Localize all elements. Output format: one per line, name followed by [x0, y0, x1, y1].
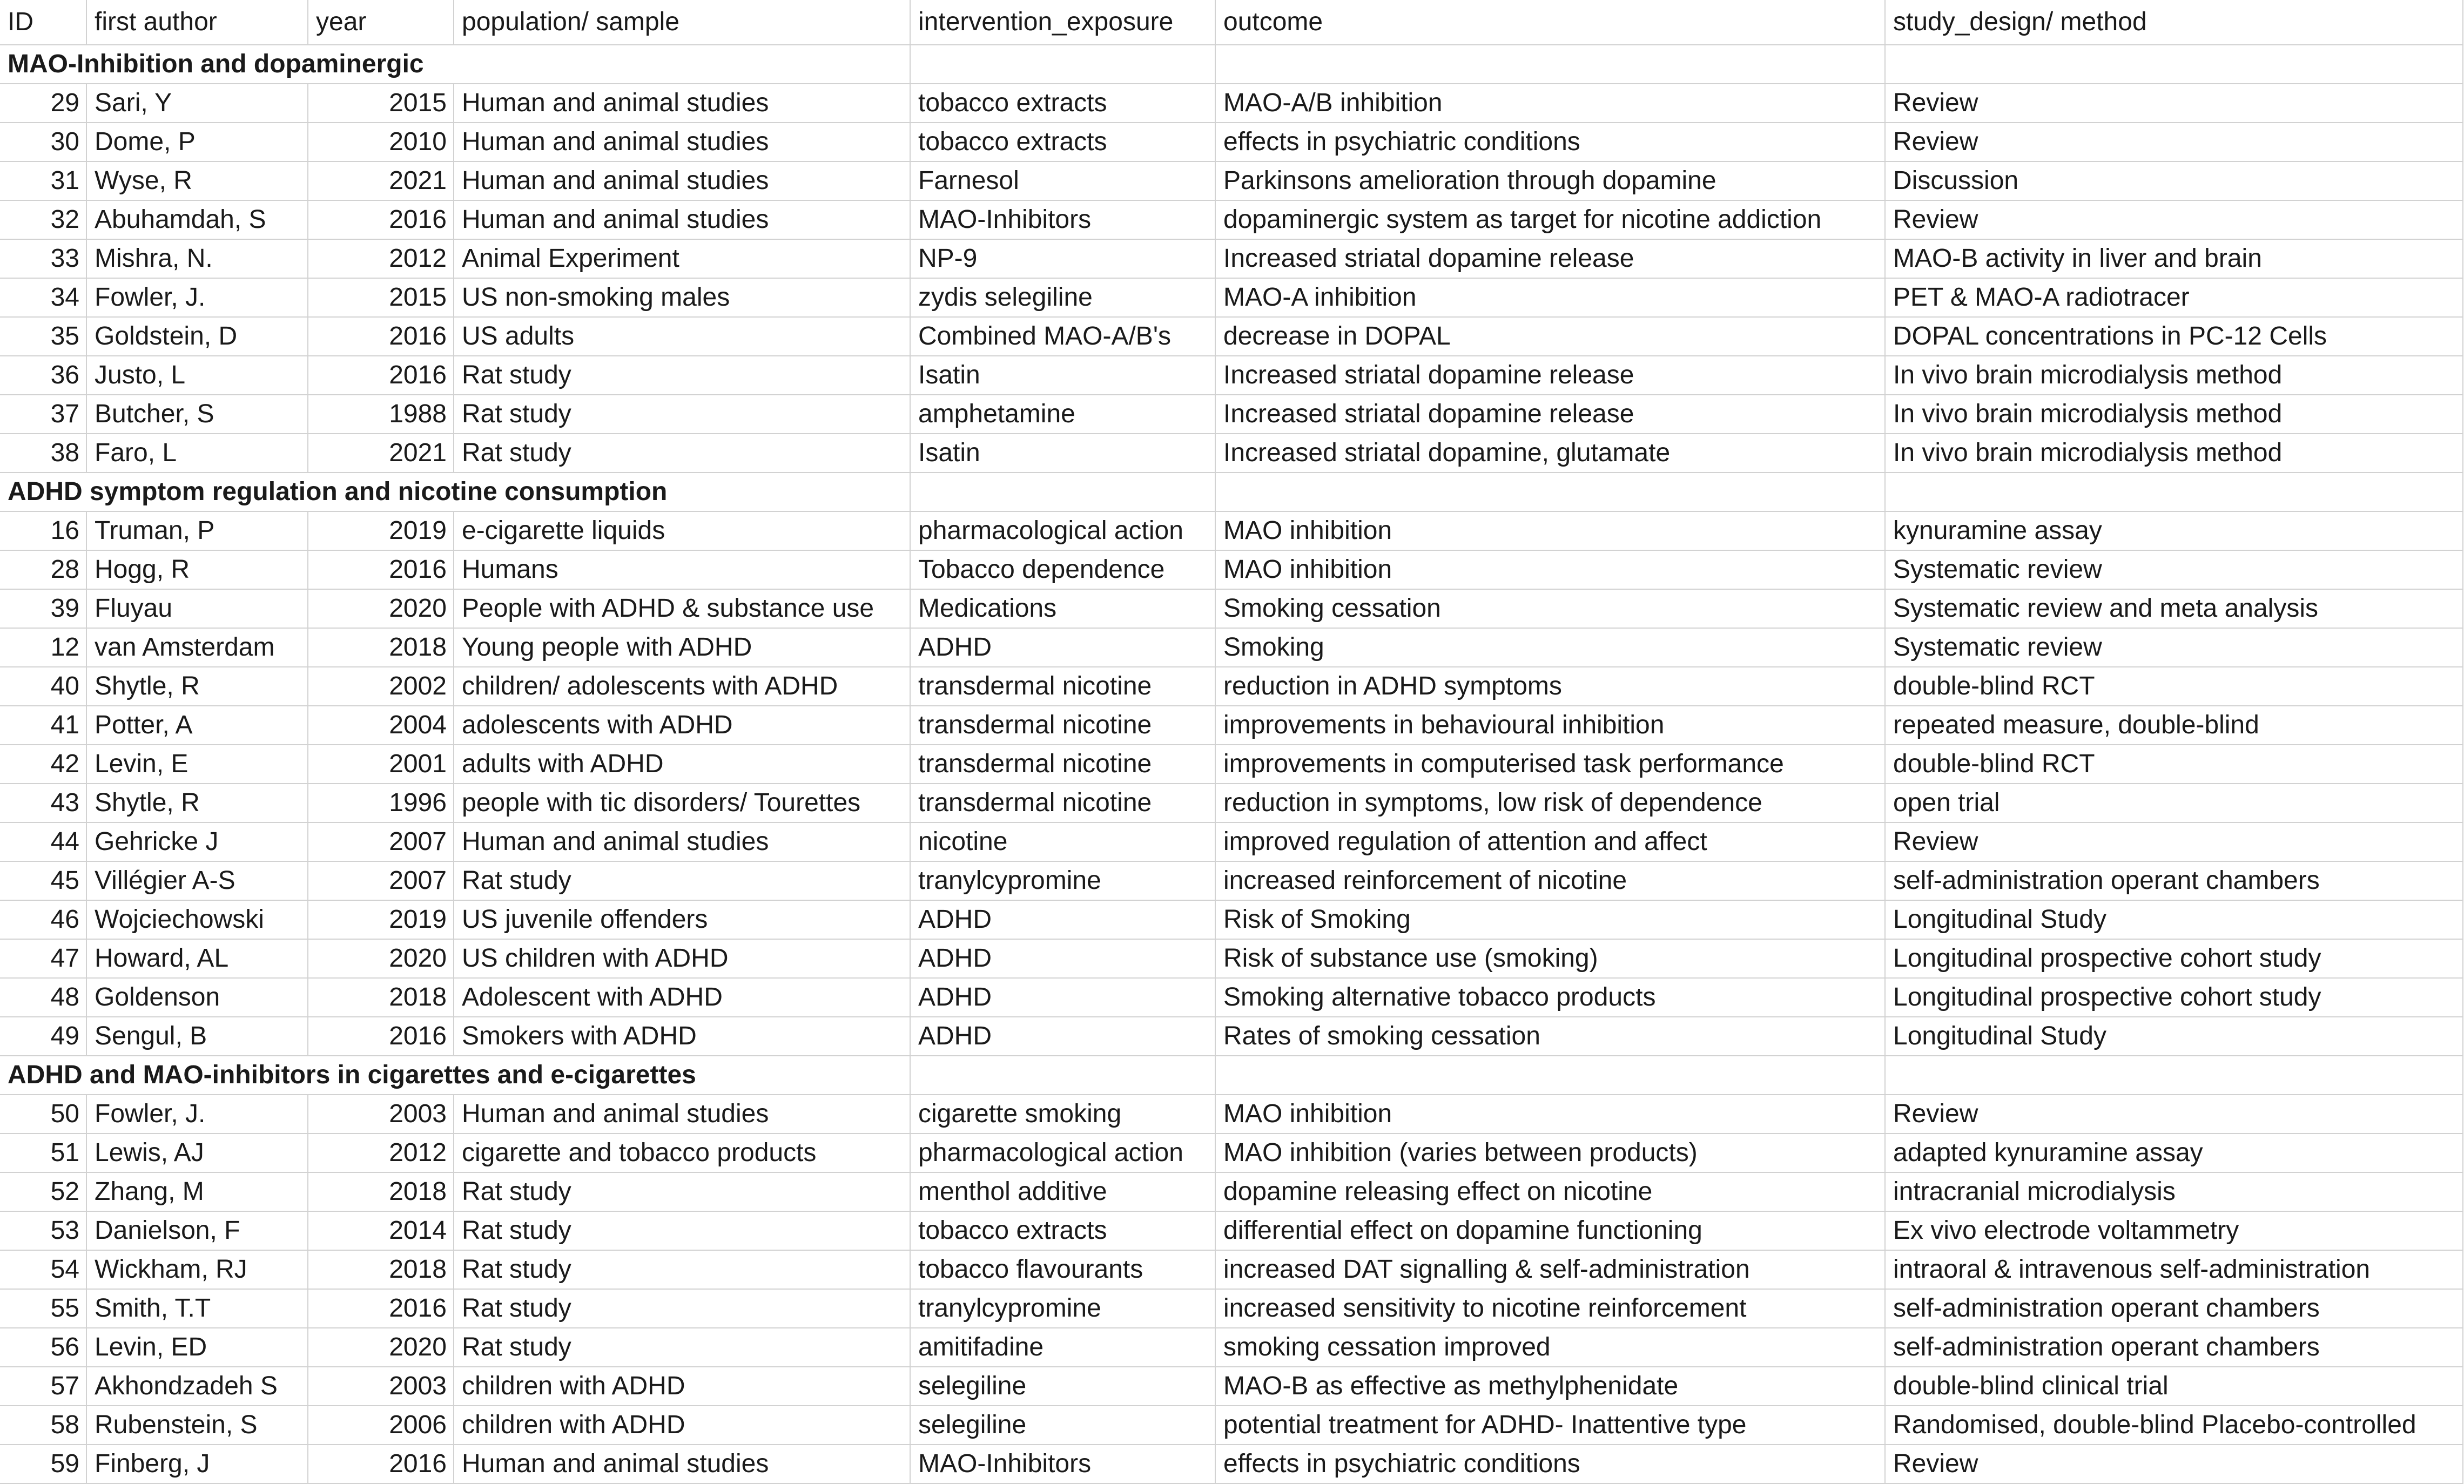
header-id: ID — [0, 0, 86, 45]
cell-intervention: amphetamine — [910, 395, 1215, 434]
cell-id: 31 — [0, 161, 86, 200]
cell-study-design: Review — [1885, 84, 2463, 123]
cell-intervention: tobacco extracts — [910, 84, 1215, 123]
cell-first-author: van Amsterdam — [86, 628, 308, 667]
cell-outcome: improved regulation of attention and affect — [1215, 822, 1885, 861]
empty-cell — [1885, 1056, 2463, 1095]
table-row — [0, 861, 2463, 900]
cell-intervention: ADHD — [910, 628, 1215, 667]
cell-study-design: Systematic review — [1885, 550, 2463, 589]
cell-outcome: increased reinforcement of nicotine — [1215, 861, 1885, 900]
cell-intervention: tranylcypromine — [910, 861, 1215, 900]
cell-intervention: ADHD — [910, 1017, 1215, 1056]
cell-year: 2002 — [308, 667, 454, 706]
cell-intervention: tobacco extracts — [910, 1211, 1215, 1250]
cell-population: Human and animal studies — [454, 1095, 910, 1134]
section-title: MAO-Inhibition and dopaminergic — [0, 45, 910, 84]
cell-study-design: Longitudinal prospective cohort study — [1885, 939, 2463, 978]
cell-intervention: MAO-Inhibitors — [910, 1445, 1215, 1483]
cell-year: 2004 — [308, 706, 454, 745]
header-row — [0, 0, 2463, 45]
cell-id: 49 — [0, 1017, 86, 1056]
cell-first-author: Rubenstein, S — [86, 1406, 308, 1445]
cell-id: 29 — [0, 84, 86, 123]
cell-year: 2012 — [308, 239, 454, 278]
cell-first-author: Fowler, J. — [86, 1095, 308, 1134]
table-row — [0, 1250, 2463, 1289]
table-row — [0, 1095, 2463, 1134]
cell-intervention: ADHD — [910, 978, 1215, 1017]
cell-first-author: Finberg, J — [86, 1445, 308, 1483]
cell-id: 57 — [0, 1367, 86, 1406]
cell-study-design: DOPAL concentrations in PC-12 Cells — [1885, 317, 2463, 356]
cell-outcome: Risk of substance use (smoking) — [1215, 939, 1885, 978]
cell-population: Young people with ADHD — [454, 628, 910, 667]
cell-study-design: In vivo brain microdialysis method — [1885, 356, 2463, 395]
table-row — [0, 978, 2463, 1017]
cell-id: 58 — [0, 1406, 86, 1445]
cell-outcome: Increased striatal dopamine, glutamate — [1215, 434, 1885, 473]
table-row — [0, 784, 2463, 822]
table-row — [0, 900, 2463, 939]
cell-intervention: transdermal nicotine — [910, 745, 1215, 784]
table-row — [0, 1406, 2463, 1445]
header-intervention: intervention_exposure — [910, 0, 1215, 45]
cell-population: Human and animal studies — [454, 822, 910, 861]
cell-population: US non-smoking males — [454, 278, 910, 317]
cell-outcome: Smoking alternative tobacco products — [1215, 978, 1885, 1017]
cell-first-author: Fluyau — [86, 589, 308, 628]
cell-population: US juvenile offenders — [454, 900, 910, 939]
table-row — [0, 356, 2463, 395]
cell-study-design: self-administration operant chambers — [1885, 1289, 2463, 1328]
cell-intervention: Farnesol — [910, 161, 1215, 200]
cell-year: 2003 — [308, 1095, 454, 1134]
cell-first-author: Faro, L — [86, 434, 308, 473]
table-row — [0, 1445, 2463, 1483]
cell-population: Human and animal studies — [454, 123, 910, 161]
table-row — [0, 317, 2463, 356]
header-year: year — [308, 0, 454, 45]
section-header-row — [0, 473, 2463, 511]
cell-intervention: nicotine — [910, 822, 1215, 861]
cell-population: Rat study — [454, 861, 910, 900]
cell-population: Rat study — [454, 1328, 910, 1367]
cell-population: Rat study — [454, 1250, 910, 1289]
cell-id: 48 — [0, 978, 86, 1017]
cell-year: 2020 — [308, 939, 454, 978]
cell-outcome: Smoking — [1215, 628, 1885, 667]
cell-study-design: Review — [1885, 1095, 2463, 1134]
cell-outcome: effects in psychiatric conditions — [1215, 1445, 1885, 1483]
cell-outcome: Risk of Smoking — [1215, 900, 1885, 939]
cell-first-author: Sengul, B — [86, 1017, 308, 1056]
table-row — [0, 123, 2463, 161]
empty-cell — [910, 473, 1215, 511]
cell-outcome: differential effect on dopamine functioning — [1215, 1211, 1885, 1250]
header-study-design: study_design/ method — [1885, 0, 2463, 45]
section-title: ADHD symptom regulation and nicotine consumption — [0, 473, 910, 511]
cell-first-author: Lewis, AJ — [86, 1134, 308, 1172]
cell-study-design: Systematic review — [1885, 628, 2463, 667]
cell-population: children/ adolescents with ADHD — [454, 667, 910, 706]
cell-outcome: Rates of smoking cessation — [1215, 1017, 1885, 1056]
cell-population: children with ADHD — [454, 1406, 910, 1445]
cell-year: 2018 — [308, 628, 454, 667]
cell-study-design: repeated measure, double-blind — [1885, 706, 2463, 745]
cell-outcome: MAO-A/B inhibition — [1215, 84, 1885, 123]
cell-population: Rat study — [454, 1289, 910, 1328]
cell-population: Rat study — [454, 434, 910, 473]
cell-study-design: double-blind clinical trial — [1885, 1367, 2463, 1406]
table-row — [0, 1328, 2463, 1367]
cell-id: 42 — [0, 745, 86, 784]
table-row — [0, 706, 2463, 745]
cell-intervention: amitifadine — [910, 1328, 1215, 1367]
cell-year: 1988 — [308, 395, 454, 434]
cell-intervention: Isatin — [910, 356, 1215, 395]
cell-year: 2019 — [308, 511, 454, 550]
cell-first-author: Danielson, F — [86, 1211, 308, 1250]
cell-outcome: Smoking cessation — [1215, 589, 1885, 628]
empty-cell — [1215, 473, 1885, 511]
table-row — [0, 550, 2463, 589]
cell-year: 2016 — [308, 1017, 454, 1056]
cell-year: 2012 — [308, 1134, 454, 1172]
cell-outcome: decrease in DOPAL — [1215, 317, 1885, 356]
cell-intervention: pharmacological action — [910, 1134, 1215, 1172]
cell-intervention: tobacco extracts — [910, 123, 1215, 161]
cell-study-design: In vivo brain microdialysis method — [1885, 434, 2463, 473]
empty-cell — [1885, 473, 2463, 511]
cell-id: 44 — [0, 822, 86, 861]
cell-outcome: reduction in symptoms, low risk of dependence — [1215, 784, 1885, 822]
cell-outcome: Increased striatal dopamine release — [1215, 356, 1885, 395]
cell-outcome: MAO inhibition — [1215, 1095, 1885, 1134]
header-population: population/ sample — [454, 0, 910, 45]
table-row — [0, 939, 2463, 978]
empty-cell — [1215, 1056, 1885, 1095]
empty-cell — [1885, 45, 2463, 84]
cell-year: 2010 — [308, 123, 454, 161]
cell-id: 55 — [0, 1289, 86, 1328]
cell-population: Animal Experiment — [454, 239, 910, 278]
cell-outcome: increased sensitivity to nicotine reinforcement — [1215, 1289, 1885, 1328]
cell-intervention: NP-9 — [910, 239, 1215, 278]
cell-outcome: MAO inhibition (varies between products) — [1215, 1134, 1885, 1172]
cell-intervention: tobacco flavourants — [910, 1250, 1215, 1289]
cell-intervention: ADHD — [910, 900, 1215, 939]
cell-id: 32 — [0, 200, 86, 239]
cell-year: 2018 — [308, 1250, 454, 1289]
cell-year: 2016 — [308, 550, 454, 589]
table-row — [0, 1289, 2463, 1328]
cell-outcome: improvements in computerised task performance — [1215, 745, 1885, 784]
cell-year: 2020 — [308, 1328, 454, 1367]
cell-id: 35 — [0, 317, 86, 356]
cell-id: 47 — [0, 939, 86, 978]
cell-study-design: double-blind RCT — [1885, 667, 2463, 706]
cell-year: 2014 — [308, 1211, 454, 1250]
cell-intervention: pharmacological action — [910, 511, 1215, 550]
cell-first-author: Smith, T.T — [86, 1289, 308, 1328]
cell-study-design: Review — [1885, 200, 2463, 239]
cell-study-design: double-blind RCT — [1885, 745, 2463, 784]
header-outcome: outcome — [1215, 0, 1885, 45]
cell-id: 45 — [0, 861, 86, 900]
cell-intervention: transdermal nicotine — [910, 667, 1215, 706]
cell-first-author: Truman, P — [86, 511, 308, 550]
cell-study-design: intraoral & intravenous self-administration — [1885, 1250, 2463, 1289]
cell-intervention: Combined MAO-A/B's — [910, 317, 1215, 356]
cell-outcome: Parkinsons amelioration through dopamine — [1215, 161, 1885, 200]
cell-study-design: Discussion — [1885, 161, 2463, 200]
table-row — [0, 745, 2463, 784]
cell-first-author: Mishra, N. — [86, 239, 308, 278]
cell-population: Rat study — [454, 356, 910, 395]
cell-intervention: Tobacco dependence — [910, 550, 1215, 589]
cell-year: 2016 — [308, 317, 454, 356]
cell-population: Human and animal studies — [454, 84, 910, 123]
cell-outcome: MAO-A inhibition — [1215, 278, 1885, 317]
table-row — [0, 278, 2463, 317]
cell-year: 2006 — [308, 1406, 454, 1445]
table-row — [0, 1211, 2463, 1250]
cell-year: 2018 — [308, 1172, 454, 1211]
cell-study-design: adapted kynuramine assay — [1885, 1134, 2463, 1172]
cell-study-design: Review — [1885, 822, 2463, 861]
cell-first-author: Butcher, S — [86, 395, 308, 434]
cell-first-author: Levin, E — [86, 745, 308, 784]
cell-id: 16 — [0, 511, 86, 550]
cell-population: adults with ADHD — [454, 745, 910, 784]
cell-intervention: zydis selegiline — [910, 278, 1215, 317]
cell-id: 39 — [0, 589, 86, 628]
cell-year: 2016 — [308, 356, 454, 395]
cell-study-design: Systematic review and meta analysis — [1885, 589, 2463, 628]
section-header-row — [0, 1056, 2463, 1095]
cell-outcome: Increased striatal dopamine release — [1215, 395, 1885, 434]
cell-id: 36 — [0, 356, 86, 395]
table-row — [0, 822, 2463, 861]
table-row — [0, 1134, 2463, 1172]
cell-population: cigarette and tobacco products — [454, 1134, 910, 1172]
cell-outcome: smoking cessation improved — [1215, 1328, 1885, 1367]
cell-year: 2016 — [308, 1445, 454, 1483]
cell-population: Rat study — [454, 395, 910, 434]
cell-id: 46 — [0, 900, 86, 939]
cell-outcome: dopaminergic system as target for nicotine addiction — [1215, 200, 1885, 239]
cell-id: 54 — [0, 1250, 86, 1289]
cell-first-author: Howard, AL — [86, 939, 308, 978]
cell-first-author: Fowler, J. — [86, 278, 308, 317]
table-row — [0, 1367, 2463, 1406]
cell-intervention: selegiline — [910, 1367, 1215, 1406]
table-row — [0, 161, 2463, 200]
section-title: ADHD and MAO-inhibitors in cigarettes and e-cigarettes — [0, 1056, 910, 1095]
cell-first-author: Goldstein, D — [86, 317, 308, 356]
cell-intervention: tranylcypromine — [910, 1289, 1215, 1328]
cell-study-design: Ex vivo electrode voltammetry — [1885, 1211, 2463, 1250]
cell-first-author: Justo, L — [86, 356, 308, 395]
cell-study-design: kynuramine assay — [1885, 511, 2463, 550]
empty-cell — [910, 1056, 1215, 1095]
cell-id: 41 — [0, 706, 86, 745]
cell-study-design: PET & MAO-A radiotracer — [1885, 278, 2463, 317]
cell-id: 52 — [0, 1172, 86, 1211]
cell-population: Rat study — [454, 1211, 910, 1250]
cell-outcome: MAO-B as effective as methylphenidate — [1215, 1367, 1885, 1406]
cell-intervention: transdermal nicotine — [910, 706, 1215, 745]
table-row — [0, 1172, 2463, 1211]
cell-year: 2015 — [308, 278, 454, 317]
cell-study-design: In vivo brain microdialysis method — [1885, 395, 2463, 434]
cell-population: people with tic disorders/ Tourettes — [454, 784, 910, 822]
cell-id: 33 — [0, 239, 86, 278]
cell-year: 2003 — [308, 1367, 454, 1406]
cell-outcome: potential treatment for ADHD- Inattentive type — [1215, 1406, 1885, 1445]
cell-id: 37 — [0, 395, 86, 434]
cell-intervention: cigarette smoking — [910, 1095, 1215, 1134]
cell-outcome: MAO inhibition — [1215, 511, 1885, 550]
cell-first-author: Potter, A — [86, 706, 308, 745]
cell-outcome: effects in psychiatric conditions — [1215, 123, 1885, 161]
cell-year: 2007 — [308, 822, 454, 861]
cell-first-author: Zhang, M — [86, 1172, 308, 1211]
header-first-author: first author — [86, 0, 308, 45]
cell-year: 1996 — [308, 784, 454, 822]
cell-study-design: open trial — [1885, 784, 2463, 822]
cell-id: 38 — [0, 434, 86, 473]
cell-id: 40 — [0, 667, 86, 706]
cell-outcome: increased DAT signalling & self-administration — [1215, 1250, 1885, 1289]
table-row — [0, 667, 2463, 706]
cell-study-design: MAO-B activity in liver and brain — [1885, 239, 2463, 278]
cell-outcome: Increased striatal dopamine release — [1215, 239, 1885, 278]
cell-study-design: intracranial microdialysis — [1885, 1172, 2463, 1211]
cell-year: 2007 — [308, 861, 454, 900]
cell-first-author: Abuhamdah, S — [86, 200, 308, 239]
cell-id: 56 — [0, 1328, 86, 1367]
cell-year: 2015 — [308, 84, 454, 123]
cell-study-design: Randomised, double-blind Placebo-controlled — [1885, 1406, 2463, 1445]
cell-population: People with ADHD & substance use — [454, 589, 910, 628]
cell-year: 2016 — [308, 200, 454, 239]
cell-study-design: Review — [1885, 123, 2463, 161]
table-row — [0, 84, 2463, 123]
cell-first-author: Hogg, R — [86, 550, 308, 589]
cell-population: Human and animal studies — [454, 1445, 910, 1483]
cell-first-author: Villégier A-S — [86, 861, 308, 900]
cell-outcome: MAO inhibition — [1215, 550, 1885, 589]
cell-study-design: Review — [1885, 1445, 2463, 1483]
cell-intervention: transdermal nicotine — [910, 784, 1215, 822]
cell-intervention: Medications — [910, 589, 1215, 628]
cell-year: 2019 — [308, 900, 454, 939]
cell-population: Human and animal studies — [454, 200, 910, 239]
cell-study-design: Longitudinal prospective cohort study — [1885, 978, 2463, 1017]
section-header-row — [0, 45, 2463, 84]
cell-first-author: Shytle, R — [86, 667, 308, 706]
cell-id: 30 — [0, 123, 86, 161]
cell-first-author: Wyse, R — [86, 161, 308, 200]
cell-study-design: self-administration operant chambers — [1885, 861, 2463, 900]
cell-outcome: reduction in ADHD symptoms — [1215, 667, 1885, 706]
cell-intervention: selegiline — [910, 1406, 1215, 1445]
cell-id: 34 — [0, 278, 86, 317]
table-row — [0, 589, 2463, 628]
cell-first-author: Sari, Y — [86, 84, 308, 123]
cell-year: 2016 — [308, 1289, 454, 1328]
cell-id: 51 — [0, 1134, 86, 1172]
cell-id: 43 — [0, 784, 86, 822]
cell-intervention: menthol additive — [910, 1172, 1215, 1211]
cell-year: 2021 — [308, 161, 454, 200]
cell-population: Rat study — [454, 1172, 910, 1211]
empty-cell — [910, 45, 1215, 84]
cell-population: Smokers with ADHD — [454, 1017, 910, 1056]
cell-first-author: Gehricke J — [86, 822, 308, 861]
cell-population: e-cigarette liquids — [454, 511, 910, 550]
cell-id: 28 — [0, 550, 86, 589]
cell-first-author: Dome, P — [86, 123, 308, 161]
cell-population: US adults — [454, 317, 910, 356]
cell-id: 53 — [0, 1211, 86, 1250]
table-row — [0, 434, 2463, 473]
cell-year: 2020 — [308, 589, 454, 628]
table-row — [0, 511, 2463, 550]
cell-intervention: MAO-Inhibitors — [910, 200, 1215, 239]
cell-first-author: Shytle, R — [86, 784, 308, 822]
cell-population: Human and animal studies — [454, 161, 910, 200]
cell-study-design: Longitudinal Study — [1885, 900, 2463, 939]
cell-year: 2001 — [308, 745, 454, 784]
cell-id: 59 — [0, 1445, 86, 1483]
cell-population: US children with ADHD — [454, 939, 910, 978]
cell-year: 2021 — [308, 434, 454, 473]
table-row — [0, 200, 2463, 239]
cell-study-design: Longitudinal Study — [1885, 1017, 2463, 1056]
cell-population: children with ADHD — [454, 1367, 910, 1406]
cell-population: Humans — [454, 550, 910, 589]
cell-id: 12 — [0, 628, 86, 667]
cell-population: adolescents with ADHD — [454, 706, 910, 745]
cell-id: 50 — [0, 1095, 86, 1134]
cell-first-author: Wickham, RJ — [86, 1250, 308, 1289]
cell-first-author: Goldenson — [86, 978, 308, 1017]
empty-cell — [1215, 45, 1885, 84]
table-row — [0, 628, 2463, 667]
cell-outcome: improvements in behavioural inhibition — [1215, 706, 1885, 745]
cell-first-author: Levin, ED — [86, 1328, 308, 1367]
cell-outcome: dopamine releasing effect on nicotine — [1215, 1172, 1885, 1211]
table-row — [0, 1017, 2463, 1056]
table-row — [0, 239, 2463, 278]
cell-study-design: self-administration operant chambers — [1885, 1328, 2463, 1367]
cell-first-author: Akhondzadeh S — [86, 1367, 308, 1406]
table-row — [0, 395, 2463, 434]
cell-intervention: Isatin — [910, 434, 1215, 473]
cell-year: 2018 — [308, 978, 454, 1017]
cell-first-author: Wojciechowski — [86, 900, 308, 939]
cell-population: Adolescent with ADHD — [454, 978, 910, 1017]
cell-intervention: ADHD — [910, 939, 1215, 978]
